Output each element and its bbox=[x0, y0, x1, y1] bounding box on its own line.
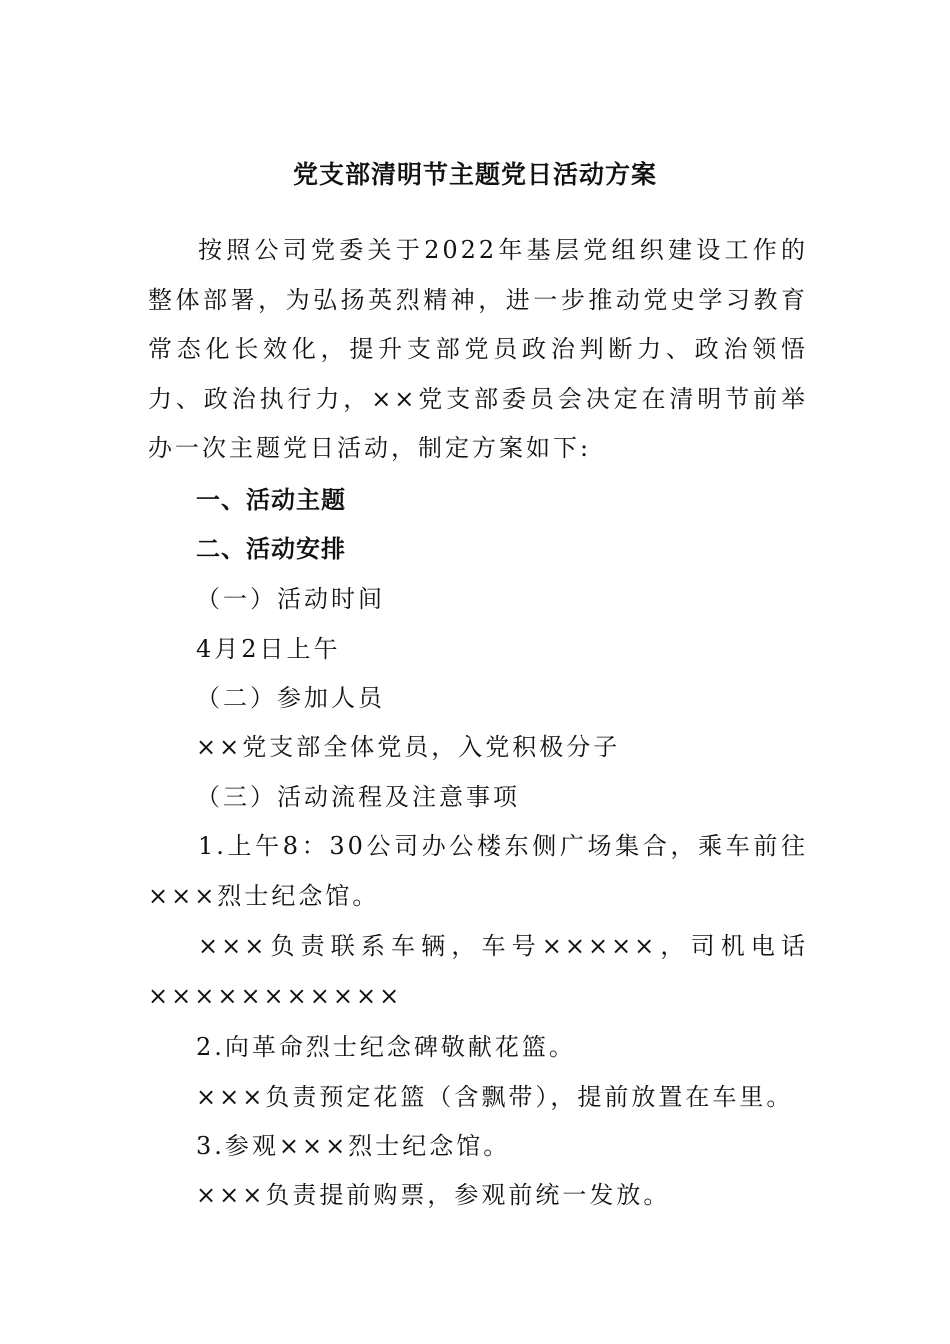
subheading-time: （一）活动时间 bbox=[196, 585, 385, 613]
step-1-note: ×××负责联系车辆，车号×××××，司机电话××××××××××× bbox=[148, 932, 808, 1010]
section-heading-theme: 一、活动主题 bbox=[196, 486, 346, 514]
step-1: 1.上午8：30公司办公楼东侧广场集合，乘车前往×××烈士纪念馆。 bbox=[148, 832, 808, 910]
intro-paragraph: 按照公司党委关于2022年基层党组织建设工作的整体部署，为弘扬英烈精神，进一步推动党史学习教育常态化长效化，提升支部党员政治判断力、政治领悟力、政治执行力，××党支部委员会决定在清明节前举办一次主题党日活动，制定方案如下: bbox=[148, 236, 808, 462]
subheading-process: （三）活动流程及注意事项 bbox=[196, 783, 520, 811]
time-content: 4月2日上午 bbox=[196, 635, 341, 663]
step-1-note-block bbox=[148, 922, 808, 1021]
document-title: 党支部清明节主题党日活动方案 bbox=[292, 160, 657, 189]
step-2-note: ×××负责预定花篮（含飘带），提前放置在车里。 bbox=[196, 1083, 794, 1111]
step-3-note: ×××负责提前购票，参观前统一发放。 bbox=[196, 1181, 671, 1209]
step-2: 2.向革命烈士纪念碑敬献花篮。 bbox=[196, 1033, 576, 1061]
intro-block bbox=[148, 226, 808, 474]
subheading-participants: （二）参加人员 bbox=[196, 684, 385, 712]
section-heading-arrangement: 二、活动安排 bbox=[196, 535, 346, 563]
participants-content: ××党支部全体党员，入党积极分子 bbox=[196, 733, 621, 761]
step-3: 3.参观×××烈士纪念馆。 bbox=[196, 1132, 511, 1160]
step-1-block bbox=[148, 822, 808, 921]
